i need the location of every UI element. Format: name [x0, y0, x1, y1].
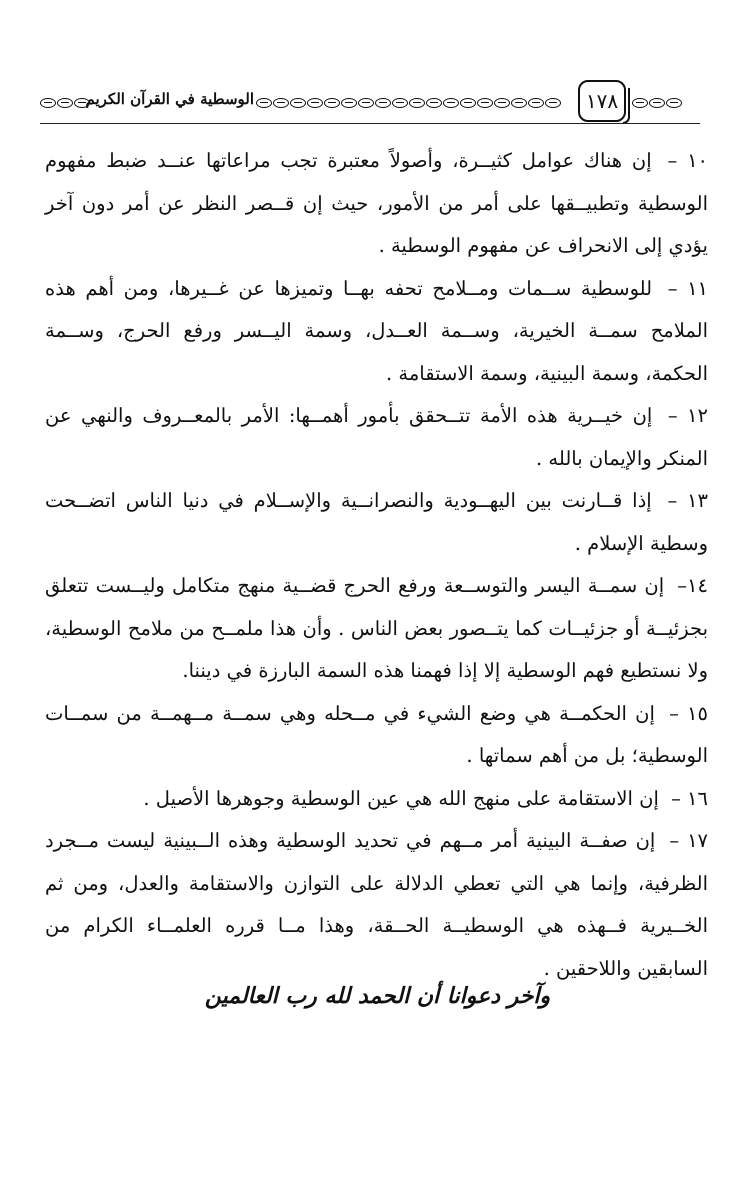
list-item — [45, 565, 708, 693]
item-number: ١٧ – — [669, 829, 709, 852]
list-item — [45, 480, 708, 565]
item-number: ١٦ – — [671, 786, 708, 810]
item-number: ١٣ – — [667, 489, 708, 512]
list-item — [45, 778, 708, 821]
page-number: ١٧٨ — [585, 89, 619, 113]
item-text: إذا قــارنت بين اليهــودية والنصرانــية والإســلام في دنيا الناس اتضــحت وسطية الإسلام . — [45, 489, 708, 555]
list-item — [45, 693, 708, 778]
item-number: ١٠ – — [667, 149, 709, 172]
item-text: إن الاستقامة على منهج الله هي عين الوسطية وجوهرها الأصيل . — [143, 786, 659, 810]
page-number-box — [578, 80, 626, 122]
ornament-icon — [632, 98, 682, 110]
item-text: إن سمــة اليسر والتوســعة ورفع الحرج قضــية منهج متكامل وليــست تتعلق بجزئيــة أو جزئيــات كما يتــصور بعض الناس . وأن هذا ملمــح من ملامح الوسطية، ولا نستطيع فهم الوسطية إلا إذا فهمنا هذه السمة البارزة في ديننا. — [45, 574, 708, 682]
list-item — [45, 268, 708, 396]
item-number: ١٥ – — [669, 701, 708, 725]
body-text — [45, 140, 708, 990]
list-item — [45, 140, 708, 268]
page-header — [40, 78, 700, 128]
item-number: ١٤– — [677, 574, 708, 597]
item-text: للوسطية ســمات ومــلامح تحفه بهــا وتميزها عن غــيرها، ومن أهم هذه الملامح سمــة الخيرية، وســمة العــدل، وسمة اليــسر ورفع الحرج، وســمة الحكمة، وسمة البينية، وسمة الاستقامة . — [45, 276, 708, 385]
item-number: ١٢ – — [667, 404, 708, 427]
ornament-band-icon — [256, 98, 561, 110]
header-rule — [40, 123, 700, 124]
item-number: ١١ – — [667, 276, 709, 300]
item-text: إن هناك عوامل كثيــرة، وأصولاً معتبرة تجب مراعاتها عنــد ضبط مفهوم الوسطية وتطبيــقها على أمر من الأمور، حيث إن قــصر النظر عن أمر دون آخر يؤدي إلى الانحراف عن مفهوم الوسطية . — [45, 149, 708, 257]
item-text: إن خيــرية هذه الأمة تتــحقق بأمور أهمــها: الأمر بالمعــروف والنهي عن المنكر والإيمان بالله . — [45, 404, 708, 470]
list-item — [45, 395, 708, 480]
item-text: إن الحكمــة هي وضع الشيء في مــحله وهي سمــة مــهمــة من سمــات الوسطية؛ بل من أهم سماتها . — [45, 701, 708, 767]
running-title: الوسطية في القرآن الكريم — [85, 90, 254, 108]
list-item — [45, 820, 708, 990]
closing-line: وآخر دعوانا أن الحمد لله رب العالمين — [204, 983, 551, 1009]
ornament-icon — [40, 98, 90, 110]
item-text: إن صفــة البينية أمر مــهم في تحديد الوسطية وهذه الــبينية ليست مــجرد الظرفية، وإنما هي التي تعطي الدلالة على التوازن والاستقامة والعدل، ومن ثم الخــيرية فــهذه هي الوسطيــة الحــقة، وهذا مــا قرره العلمــاء الكرام من السابقين واللاحقين . — [45, 829, 708, 980]
